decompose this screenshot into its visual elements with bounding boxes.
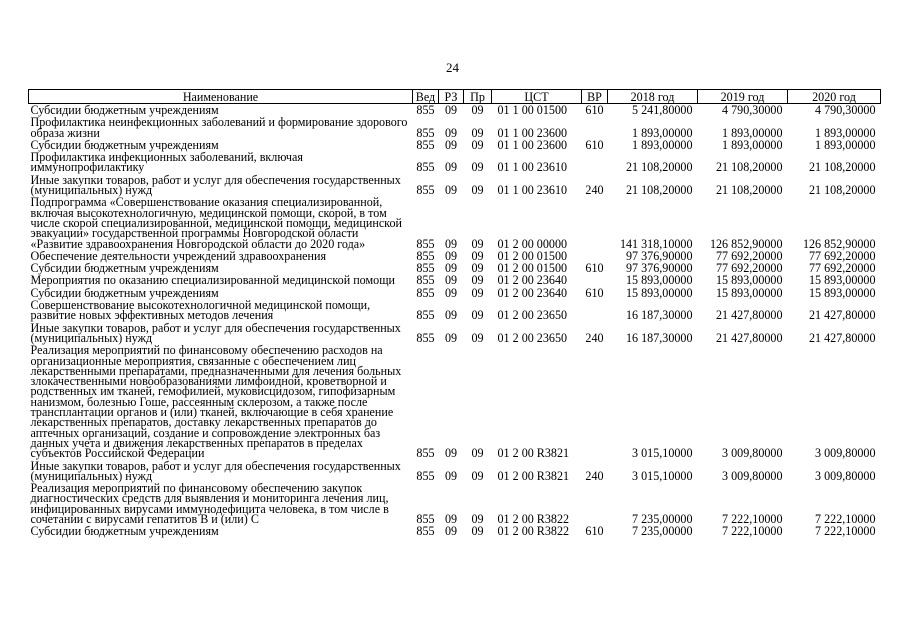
cell-pr: 09 bbox=[471, 308, 484, 323]
cell-pr: 09 bbox=[471, 468, 484, 483]
cell-rz: 09 bbox=[444, 248, 458, 263]
cell-2019: 21 427,80000 bbox=[715, 308, 783, 323]
cell-vr bbox=[582, 116, 608, 139]
cell-2019: 3 009,80000 bbox=[722, 468, 783, 483]
cell-2020: 1 893,00000 bbox=[815, 137, 876, 152]
cell-name: Субсидии бюджетным учреждениям bbox=[30, 103, 219, 117]
cell-ved: 855 bbox=[416, 125, 435, 140]
cell-pr: 09 bbox=[471, 261, 484, 276]
cell-ved: 855 bbox=[416, 511, 435, 526]
cell-rz: 09 bbox=[444, 261, 458, 276]
cell-2019: 21 108,20000 bbox=[715, 183, 783, 198]
cell-vr bbox=[582, 344, 608, 459]
cell-name: Мероприятия по оказанию специализированной медицинской помощи bbox=[30, 273, 395, 288]
header-2019: 2019 год bbox=[698, 90, 788, 104]
cell-ved: 855 bbox=[416, 261, 435, 276]
cell-2018: 5 241,80000 bbox=[632, 103, 693, 117]
cell-vr bbox=[582, 274, 608, 286]
cell-2019: 7 222,10000 bbox=[722, 524, 783, 539]
cell-name: Профилактика инфекционных заболеваний, включая иммунопрофилактику bbox=[30, 150, 303, 175]
cell-2019: 77 692,20000 bbox=[715, 261, 783, 276]
cell-pr: 09 bbox=[471, 137, 484, 152]
cell-name: Обеспечение деятельности учреждений здравоохранения bbox=[30, 248, 327, 263]
cell-name: Субсидии бюджетным учреждениям bbox=[30, 261, 219, 276]
cell-ved: 855 bbox=[416, 236, 435, 251]
table-row bbox=[29, 274, 881, 286]
header-vr: ВР bbox=[582, 90, 608, 104]
cell-vr bbox=[582, 482, 608, 525]
cell-2019: 3 009,80000 bbox=[722, 446, 783, 461]
cell-pr: 09 bbox=[471, 103, 484, 117]
table-row bbox=[29, 322, 881, 345]
cell-2020: 7 222,10000 bbox=[815, 511, 876, 526]
cell-rz: 09 bbox=[444, 511, 458, 526]
cell-2020: 4 790,30000 bbox=[815, 103, 876, 117]
cell-name: Субсидии бюджетным учреждениям bbox=[30, 137, 219, 152]
cell-name: Совершенствование высокотехнологичной медицинской помощи, развитие новых эффективных методов лечения bbox=[30, 298, 371, 323]
cell-2020: 15 893,00000 bbox=[808, 285, 876, 300]
cell-ved: 855 bbox=[416, 248, 435, 263]
cell-pr: 09 bbox=[471, 183, 484, 198]
cell-2019: 21 427,80000 bbox=[715, 330, 783, 345]
cell-rz: 09 bbox=[444, 183, 458, 198]
cell-rz: 09 bbox=[444, 103, 458, 117]
cell-rz: 09 bbox=[444, 285, 458, 300]
cell-2020: 21 108,20000 bbox=[808, 160, 876, 175]
cell-vr: 610 bbox=[585, 285, 604, 300]
cell-ved: 855 bbox=[416, 446, 435, 461]
cell-ved: 855 bbox=[416, 285, 435, 300]
table-row bbox=[29, 174, 881, 197]
cell-2020: 21 427,80000 bbox=[808, 308, 876, 323]
header-ved: Вед bbox=[413, 90, 439, 104]
table-row bbox=[29, 460, 881, 483]
cell-2019: 1 893,00000 bbox=[722, 137, 783, 152]
cell-2019: 15 893,00000 bbox=[715, 285, 783, 300]
cell-2018: 15 893,00000 bbox=[625, 273, 693, 288]
cell-cst: 01 2 00 00000 bbox=[497, 236, 568, 251]
cell-ved: 855 bbox=[416, 468, 435, 483]
cell-ved: 855 bbox=[416, 273, 435, 288]
header-rz: РЗ bbox=[439, 90, 464, 104]
cell-ved: 855 bbox=[416, 160, 435, 175]
cell-rz: 09 bbox=[444, 468, 458, 483]
cell-vr: 610 bbox=[585, 261, 604, 276]
cell-cst: 01 1 00 23610 bbox=[497, 160, 568, 175]
cell-cst: 01 2 00 R3822 bbox=[497, 524, 570, 539]
cell-pr: 09 bbox=[471, 330, 484, 345]
header-2020: 2020 год bbox=[788, 90, 881, 104]
header-name: Наименование bbox=[29, 90, 413, 104]
table-header-row bbox=[29, 90, 881, 104]
cell-2020: 126 852,90000 bbox=[802, 236, 876, 251]
cell-pr: 09 bbox=[471, 285, 484, 300]
table-row bbox=[29, 116, 881, 139]
cell-name: Реализация мероприятий по финансовому обеспечению закупок диагностических средств для выявления и мониторинга лечения лиц, инфицированных вирусами иммунодефицита человека, в том числе в сочетании с вирусами гепатитов В и (или) С bbox=[30, 481, 389, 526]
cell-name: Иные закупки товаров, работ и услуг для обеспечения государственных (муниципальных) нужд bbox=[30, 172, 401, 198]
cell-ved: 855 bbox=[416, 183, 435, 198]
cell-name: Субсидии бюджетным учреждениям bbox=[30, 285, 219, 300]
cell-2018: 97 376,90000 bbox=[625, 248, 693, 263]
cell-pr: 09 bbox=[471, 160, 484, 175]
table-row bbox=[29, 299, 881, 322]
cell-ved: 855 bbox=[416, 330, 435, 345]
cell-rz: 09 bbox=[444, 330, 458, 345]
cell-2018: 1 893,00000 bbox=[632, 137, 693, 152]
cell-rz: 09 bbox=[444, 308, 458, 323]
cell-2018: 15 893,00000 bbox=[625, 285, 693, 300]
cell-pr: 09 bbox=[471, 524, 484, 539]
cell-vr: 610 bbox=[585, 103, 604, 117]
cell-cst: 01 2 00 01500 bbox=[497, 248, 568, 263]
cell-rz: 09 bbox=[444, 524, 458, 539]
cell-2020: 21 108,20000 bbox=[808, 183, 876, 198]
cell-rz: 09 bbox=[444, 125, 458, 140]
cell-rz: 09 bbox=[444, 273, 458, 288]
cell-ved: 855 bbox=[416, 308, 435, 323]
cell-pr: 09 bbox=[471, 511, 484, 526]
cell-pr: 09 bbox=[471, 446, 484, 461]
cell-2019: 21 108,20000 bbox=[715, 160, 783, 175]
table-row bbox=[29, 344, 881, 459]
cell-vr bbox=[582, 299, 608, 322]
cell-cst: 01 2 00 R3822 bbox=[497, 511, 570, 526]
cell-pr: 09 bbox=[471, 248, 484, 263]
cell-pr: 09 bbox=[471, 236, 484, 251]
cell-name: Иные закупки товаров, работ и услуг для обеспечения государственных (муниципальных) нужд bbox=[30, 320, 401, 345]
cell-name: Реализация мероприятий по финансовому обеспечению расходов на организационные мероприятия, связанные с обеспечением лиц лекарственными препаратами, предназначенными для лечения больных злокачественными новообразованиями лимфоидной, кроветворной и родственных им тканей, гемофилией, муковисцидозом, гипофизарным нанизмом, болезнью Гоше, рассеянным склерозом, а также после трансплантации органов и (или) тканей, включающие в себя хранение лекарственных препаратов, доставку лекарственных препаратов до аптечных организаций, создание и сопровождение электронных баз данных учета и движения лекарственных препаратов в пределах субъектов Российской Федерации bbox=[30, 343, 402, 461]
cell-vr: 610 bbox=[585, 524, 604, 539]
cell-name: Подпрограмма «Совершенствование оказания специализированной, включая высокотехнологичную, медицинской помощи, скорой, в том числе скорой специализированной, медицинской помощи, медицинской эвакуации» государственной программы Новгородской области «Развитие здравоохранения Новгородской области до 2020 года» bbox=[30, 195, 402, 251]
cell-ved: 855 bbox=[416, 137, 435, 152]
cell-vr bbox=[582, 151, 608, 174]
cell-cst: 01 2 00 23640 bbox=[497, 285, 568, 300]
cell-2018: 97 376,90000 bbox=[625, 261, 693, 276]
page-number: 24 bbox=[446, 60, 459, 75]
cell-cst: 01 2 00 R3821 bbox=[497, 446, 570, 461]
cell-2018: 21 108,20000 bbox=[625, 183, 693, 198]
cell-2018: 16 187,30000 bbox=[625, 308, 693, 323]
cell-cst: 01 2 00 23650 bbox=[497, 330, 568, 345]
cell-ved: 855 bbox=[416, 103, 435, 117]
cell-2018: 1 893,00000 bbox=[632, 125, 693, 140]
cell-cst: 01 1 00 23600 bbox=[497, 125, 568, 140]
cell-pr: 09 bbox=[471, 125, 484, 140]
cell-2020: 3 009,80000 bbox=[815, 446, 876, 461]
cell-name: Профилактика неинфекционных заболеваний и формирование здорового образа жизни bbox=[30, 115, 408, 140]
header-pr: Пр bbox=[464, 90, 492, 104]
cell-cst: 01 1 00 01500 bbox=[497, 103, 568, 117]
cell-vr: 240 bbox=[585, 468, 604, 483]
cell-2018: 16 187,30000 bbox=[625, 330, 693, 345]
cell-name: Иные закупки товаров, работ и услуг для обеспечения государственных (муниципальных) нужд bbox=[30, 458, 401, 483]
cell-2020: 1 893,00000 bbox=[815, 125, 876, 140]
cell-vr: 610 bbox=[585, 137, 604, 152]
cell-2018: 141 318,10000 bbox=[619, 236, 693, 251]
cell-vr: 240 bbox=[585, 330, 604, 345]
cell-2018: 3 015,10000 bbox=[632, 468, 693, 483]
cell-2019: 77 692,20000 bbox=[715, 248, 783, 263]
cell-cst: 01 2 00 23650 bbox=[497, 308, 568, 323]
cell-cst: 01 1 00 23610 bbox=[497, 183, 568, 198]
cell-2019: 15 893,00000 bbox=[715, 273, 783, 288]
cell-ved: 855 bbox=[416, 524, 435, 539]
cell-2019: 126 852,90000 bbox=[709, 236, 783, 251]
table-body bbox=[29, 104, 881, 538]
cell-2020: 15 893,00000 bbox=[808, 273, 876, 288]
table-row bbox=[29, 525, 881, 537]
cell-2018: 21 108,20000 bbox=[625, 160, 693, 175]
cell-vr bbox=[582, 196, 608, 249]
table-row bbox=[29, 196, 881, 249]
cell-cst: 01 1 00 23600 bbox=[497, 137, 568, 152]
table-row bbox=[29, 482, 881, 525]
cell-cst: 01 2 00 23640 bbox=[497, 273, 568, 288]
cell-rz: 09 bbox=[444, 236, 458, 251]
cell-pr: 09 bbox=[471, 273, 484, 288]
cell-2020: 77 692,20000 bbox=[808, 261, 876, 276]
cell-2019: 1 893,00000 bbox=[722, 125, 783, 140]
cell-2020: 21 427,80000 bbox=[808, 330, 876, 345]
budget-table bbox=[28, 89, 881, 538]
cell-rz: 09 bbox=[444, 137, 458, 152]
header-2018: 2018 год bbox=[608, 90, 698, 104]
cell-rz: 09 bbox=[444, 446, 458, 461]
cell-name: Субсидии бюджетным учреждениям bbox=[30, 524, 219, 539]
cell-2018: 3 015,10000 bbox=[632, 446, 693, 461]
cell-rz: 09 bbox=[444, 160, 458, 175]
cell-2020: 3 009,80000 bbox=[815, 468, 876, 483]
cell-2019: 4 790,30000 bbox=[722, 103, 783, 117]
cell-2020: 77 692,20000 bbox=[808, 248, 876, 263]
header-cst: ЦСТ bbox=[492, 90, 582, 104]
cell-2019: 7 222,10000 bbox=[722, 511, 783, 526]
cell-cst: 01 2 00 01500 bbox=[497, 261, 568, 276]
cell-2018: 7 235,00000 bbox=[632, 524, 693, 539]
cell-cst: 01 2 00 R3821 bbox=[497, 468, 570, 483]
table-row bbox=[29, 151, 881, 174]
cell-vr: 240 bbox=[585, 183, 604, 198]
cell-2018: 7 235,00000 bbox=[632, 511, 693, 526]
cell-2020: 7 222,10000 bbox=[815, 524, 876, 539]
